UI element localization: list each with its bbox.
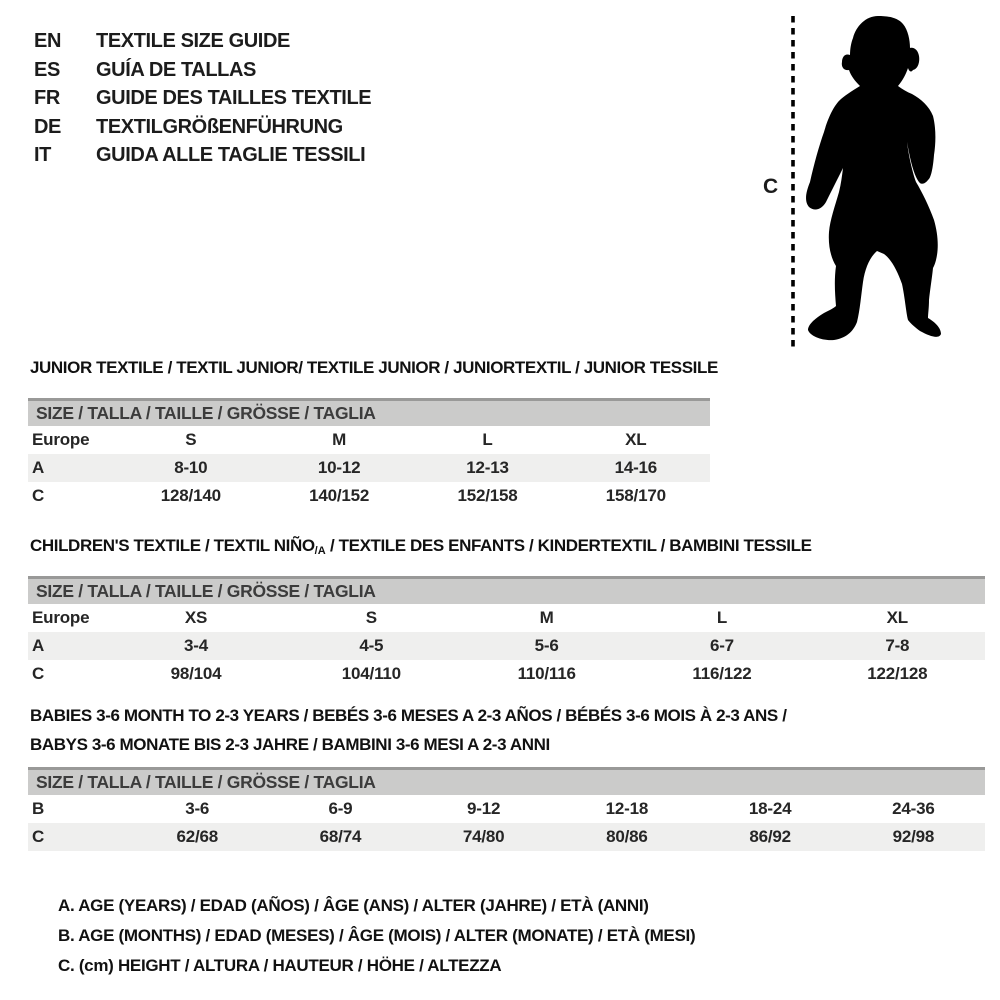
size-cell: 8-10	[174, 458, 208, 477]
size-cell: 98/104	[170, 664, 222, 683]
size-cell: M	[539, 608, 554, 627]
size-cell: 68/74	[319, 827, 362, 846]
footnote-line: B. AGE (MONTHS) / EDAD (MESES) / ÂGE (MOIS) / ALTER (MONATE) / ETÀ (MESI)	[58, 926, 696, 945]
baby-silhouette	[806, 16, 941, 340]
size-cell: 158/170	[605, 486, 666, 505]
size-cell: 12-13	[466, 458, 509, 477]
language-code: DE	[34, 115, 61, 138]
size-header-row	[28, 769, 985, 796]
section-heading-children	[30, 536, 985, 558]
language-code: ES	[34, 58, 60, 81]
table-row	[28, 632, 985, 660]
size-cell: 6-7	[709, 636, 734, 655]
footnote-line: C. (cm) HEIGHT / ALTURA / HAUTEUR / HÖHE / ALTEZZA	[58, 956, 502, 975]
size-cell: 10-12	[317, 458, 361, 477]
language-title: GUIDE DES TAILLES TEXTILE	[96, 87, 372, 109]
baby-silhouette-graphic	[750, 8, 962, 355]
language-code: EN	[34, 30, 61, 52]
size-cell: 7-8	[885, 636, 910, 655]
table-row	[28, 482, 710, 510]
size-cell: 152/158	[457, 486, 518, 505]
section-heading-babies	[30, 706, 985, 755]
size-cell: 74/80	[462, 827, 505, 846]
section-babies	[28, 706, 985, 851]
size-cell: XL	[886, 608, 908, 627]
size-cell: XS	[184, 608, 208, 627]
size-cell: 3-6	[185, 799, 210, 818]
language-row	[34, 84, 371, 113]
table-row	[28, 823, 985, 851]
size-cell: 4-5	[359, 636, 384, 655]
footnotes	[58, 891, 985, 981]
footnote-line: A. AGE (YEARS) / EDAD (AÑOS) / ÂGE (ANS) / ALTER (JAHRE) / ETÀ (ANNI)	[58, 896, 649, 915]
size-cell: 86/92	[749, 827, 791, 846]
language-title: TEXTILE SIZE GUIDE	[96, 30, 290, 52]
language-list	[34, 27, 371, 170]
size-cell: 18-24	[748, 799, 792, 818]
size-header-cell: SIZE / TALLA / TAILLE / GRÖSSE / TAGLIA	[28, 769, 985, 796]
size-cell: 92/98	[892, 827, 935, 846]
size-cell: 104/110	[341, 664, 401, 683]
size-cell: 24-36	[892, 799, 935, 818]
table-row	[28, 795, 985, 823]
language-code: IT	[34, 144, 51, 166]
size-cell: 62/68	[176, 827, 218, 846]
row-label: C	[32, 827, 45, 846]
size-cell: S	[185, 430, 197, 449]
size-cell: 14-16	[614, 458, 658, 477]
language-row	[34, 141, 371, 170]
children-size-table	[28, 576, 985, 688]
heading-text: / TEXTILE DES ENFANTS / KINDERTEXTIL / BAMBINI TESSILE	[325, 536, 812, 555]
size-cell: 128/140	[160, 486, 221, 505]
heading-text: CHILDREN'S TEXTILE / TEXTIL NIÑO	[30, 536, 315, 555]
size-cell: 6-9	[328, 799, 353, 818]
size-header-cell: SIZE / TALLA / TAILLE / GRÖSSE / TAGLIA	[28, 578, 985, 605]
row-label: B	[32, 799, 45, 818]
section-heading-junior	[30, 358, 985, 380]
size-cell: 116/122	[692, 664, 752, 683]
language-row	[34, 113, 371, 142]
heading-text: JUNIOR TEXTILE / TEXTIL JUNIOR/ TEXTILE JUNIOR / JUNIORTEXTIL / JUNIOR TESSILE	[30, 358, 718, 377]
table-row	[28, 604, 985, 632]
language-title: GUÍA DE TALLAS	[96, 58, 256, 81]
junior-size-table	[28, 398, 710, 510]
size-header-cell: SIZE / TALLA / TAILLE / GRÖSSE / TAGLIA	[28, 400, 710, 427]
language-row	[34, 56, 371, 85]
table-row	[28, 454, 710, 482]
size-cell: L	[482, 430, 493, 449]
size-cell: 12-18	[605, 799, 649, 818]
row-label: A	[32, 458, 45, 477]
language-title: GUIDA ALLE TAGLIE TESSILI	[96, 144, 366, 166]
language-title: TEXTILGRÖßENFÜHRUNG	[96, 115, 343, 138]
heading-subscript: /A	[314, 545, 326, 557]
size-cell: L	[716, 608, 728, 627]
size-cell: 80/86	[606, 827, 648, 846]
tables-area	[0, 358, 1000, 981]
babies-size-table	[28, 767, 985, 851]
header-area	[0, 0, 1000, 352]
size-cell: M	[332, 430, 347, 449]
section-children	[28, 536, 985, 688]
size-cell: 3-4	[184, 636, 209, 655]
height-measure-label: C	[763, 175, 779, 198]
size-cell: 110/116	[517, 664, 576, 683]
size-cell: 140/152	[309, 486, 370, 505]
heading-text: BABIES 3-6 MONTH TO 2-3 YEARS / BEBÉS 3-6 MESES A 2-3 AÑOS / BÉBÉS 3-6 MOIS À 2-3 ANS /	[30, 706, 787, 725]
size-cell: 122/128	[867, 664, 928, 683]
row-label: C	[32, 664, 45, 683]
language-code: FR	[34, 87, 60, 109]
row-label: C	[32, 486, 45, 505]
table-row	[28, 426, 710, 454]
size-cell: S	[365, 608, 377, 627]
height-figure	[750, 8, 962, 355]
size-cell: XL	[625, 430, 647, 449]
heading-text-line2: BABYS 3-6 MONATE BIS 2-3 JAHRE / BAMBINI 3-6 MESI A 2-3 ANNI	[30, 735, 550, 754]
size-cell: 5-6	[534, 636, 559, 655]
size-cell: 9-12	[467, 799, 501, 818]
size-header-row	[28, 400, 710, 427]
size-header-row	[28, 578, 985, 605]
row-label: Europe	[32, 430, 90, 449]
section-junior	[28, 358, 985, 510]
row-label: Europe	[32, 608, 90, 627]
language-row	[34, 27, 371, 56]
table-row	[28, 660, 985, 688]
row-label: A	[32, 636, 45, 655]
